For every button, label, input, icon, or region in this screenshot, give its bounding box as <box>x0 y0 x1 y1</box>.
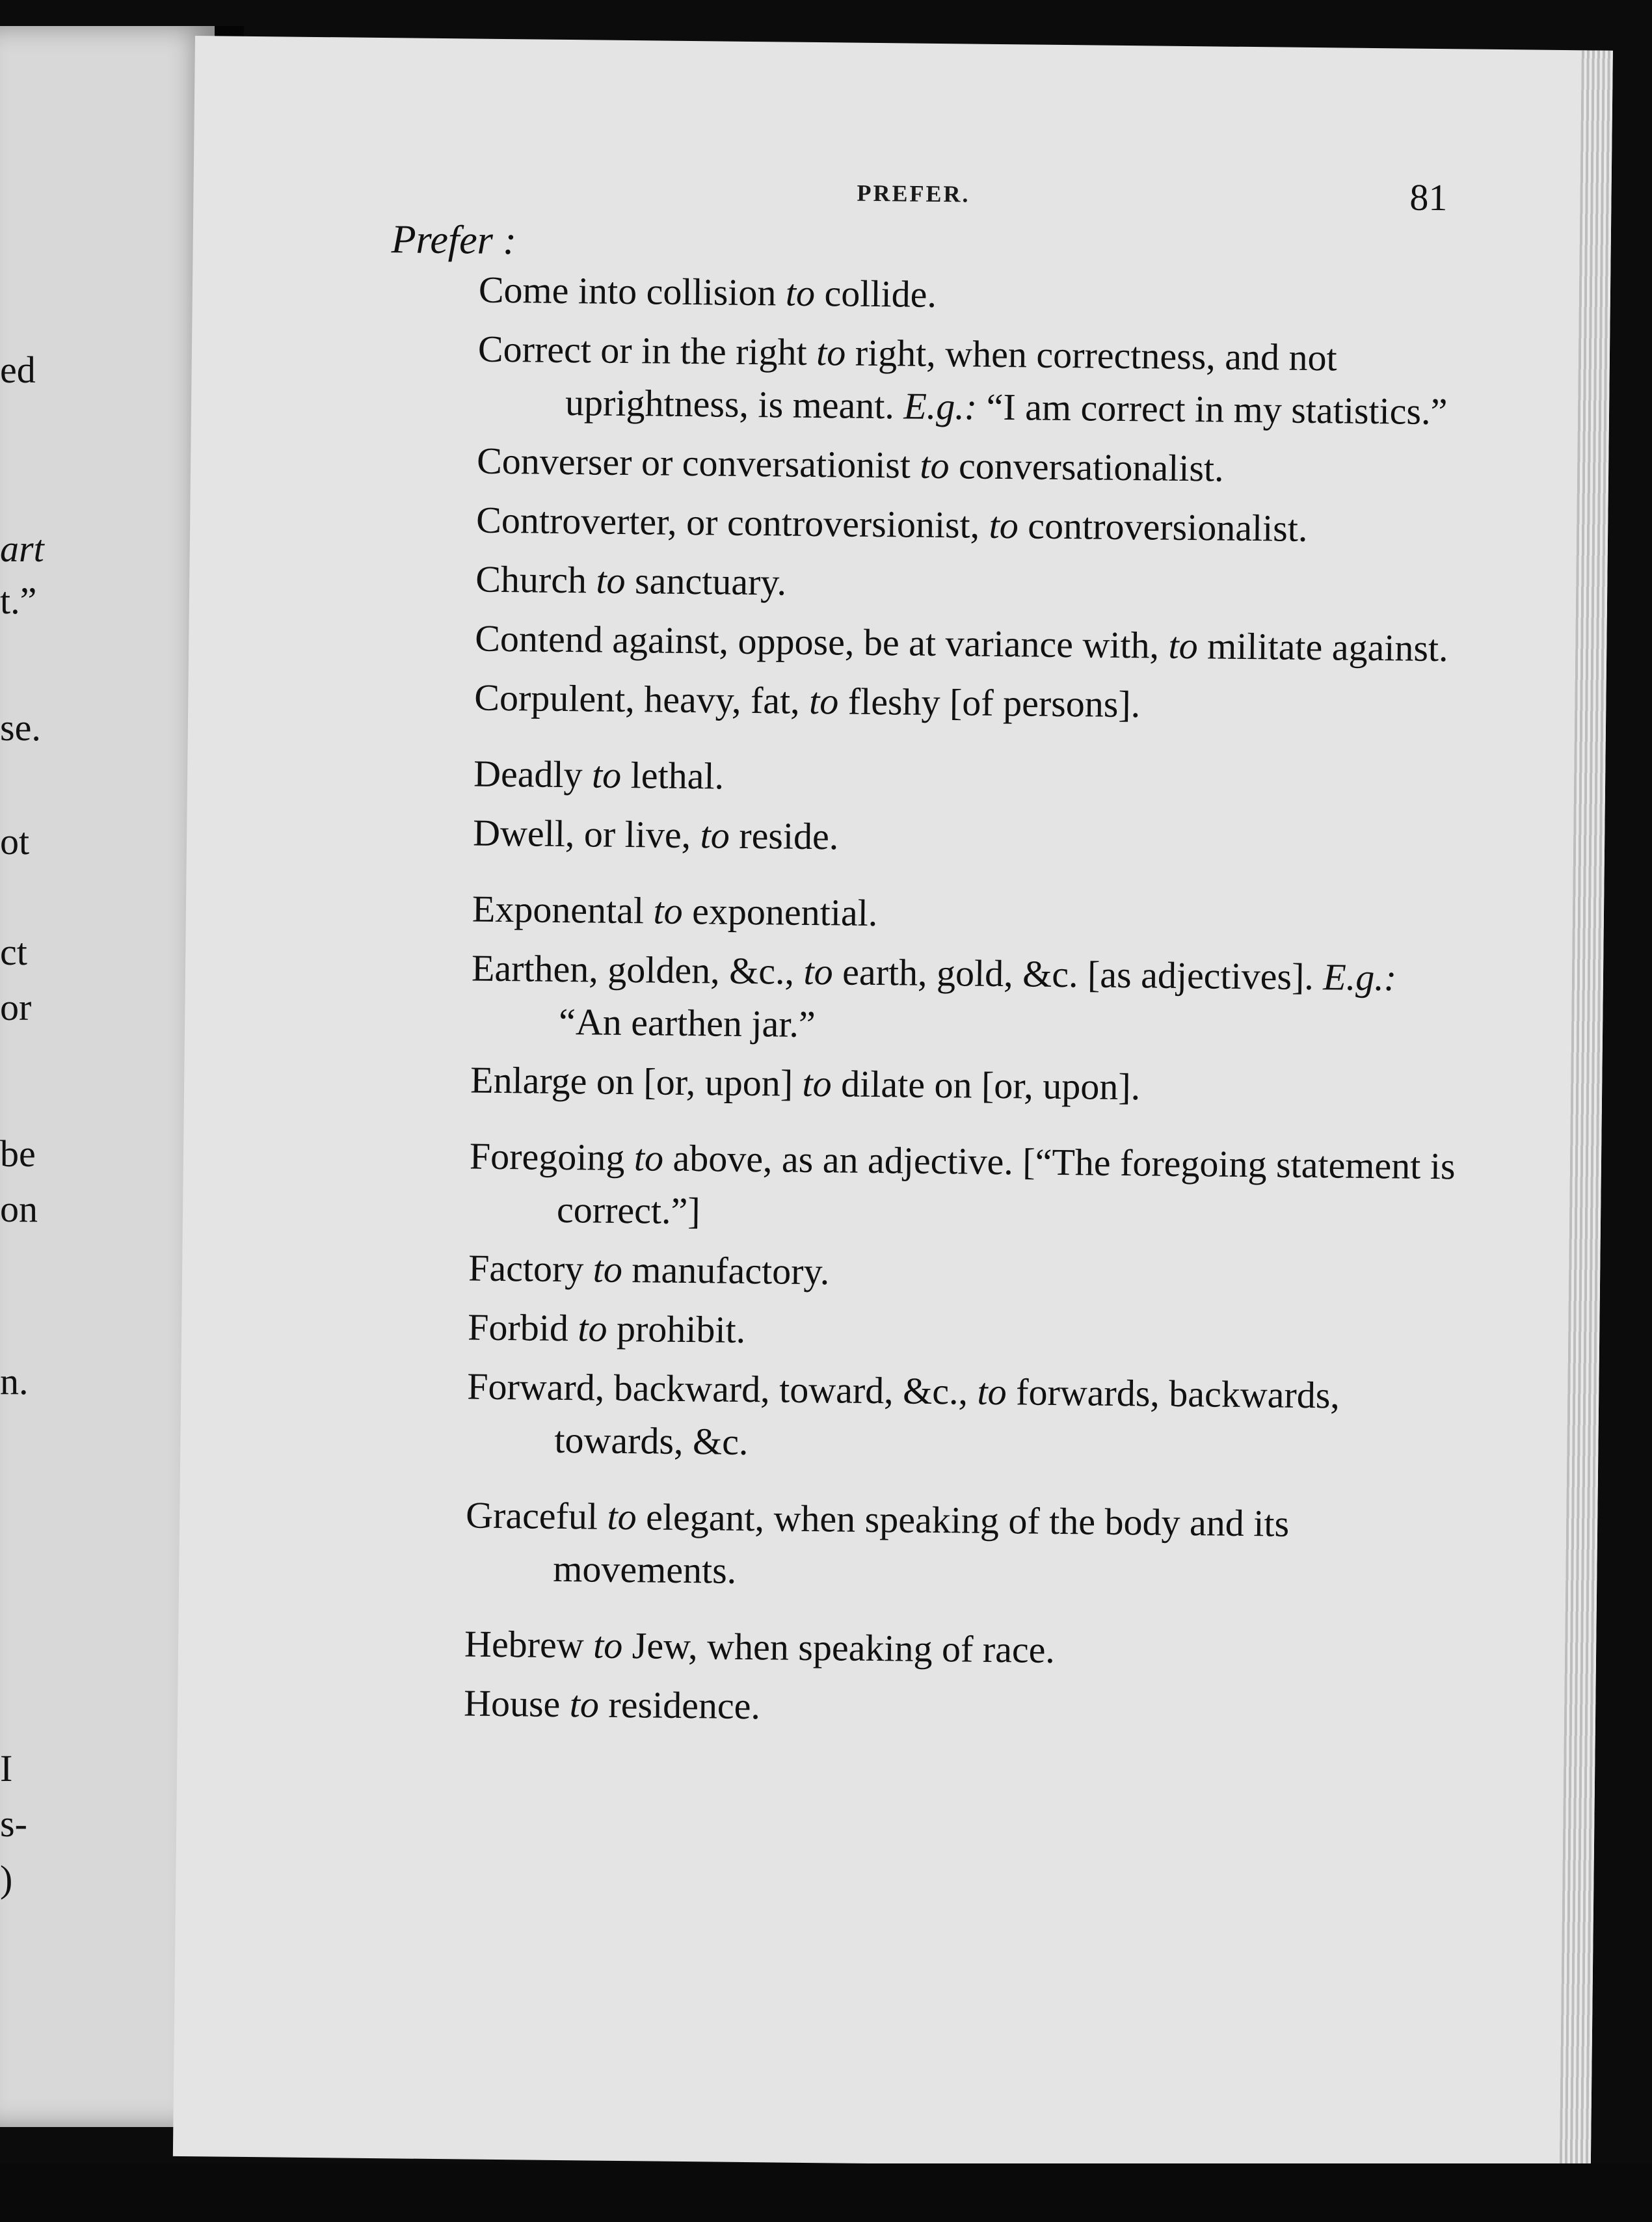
entry-italic-text: to <box>700 814 730 857</box>
entry-italic-text: to <box>816 331 846 374</box>
entry-text: Dwell, or live, <box>472 811 701 857</box>
entry-text: lethal. <box>620 753 725 797</box>
left-page-fragment: ) <box>0 1858 13 1900</box>
entry-italic-text: to <box>607 1495 637 1538</box>
entry-text: Factory <box>468 1246 594 1291</box>
entry-text: sanctuary. <box>625 559 787 604</box>
left-page-fragment: ct <box>0 931 27 973</box>
entry-text: dilate on [or, upon]. <box>831 1062 1141 1108</box>
entry-text: militate against. <box>1197 624 1448 670</box>
entry-italic-text: to <box>802 1062 833 1105</box>
entry-text: Deadly <box>473 752 593 796</box>
entry <box>472 883 1461 946</box>
right-page <box>173 36 1613 2171</box>
left-page-fragment: I <box>0 1747 13 1789</box>
entry <box>469 1130 1459 1246</box>
entry-italic-text: to <box>977 1370 1007 1413</box>
entry <box>464 1617 1454 1680</box>
page-number: 81 <box>1409 176 1448 219</box>
entry-text: Jew, when speaking of race. <box>622 1624 1056 1671</box>
entry-italic-text: to <box>633 1136 664 1179</box>
entry-italic-text: to <box>920 444 950 487</box>
entry-italic-text: to <box>596 559 626 602</box>
entry-italic-text: to <box>653 889 684 932</box>
entry-italic-text: to <box>808 679 839 723</box>
entry-text: “An earthen jar.” <box>558 1000 816 1046</box>
entry-text: Controverter, or controversionist, <box>475 498 990 546</box>
entry <box>471 942 1461 1058</box>
entry-text: manufactory. <box>622 1248 830 1293</box>
entry-text: above, as an adjective. [“The foregoing statement is correct.”] <box>556 1136 1456 1233</box>
entry-text: House <box>463 1681 570 1726</box>
scan-border <box>0 2163 1652 2222</box>
entry <box>475 612 1464 675</box>
entry-text: Foregoing <box>469 1134 635 1179</box>
entry-text: prohibit. <box>607 1307 746 1351</box>
entry <box>464 1676 1453 1739</box>
entry-text: reside. <box>729 814 839 858</box>
entry-italic-text: E.g.: <box>903 384 978 428</box>
entry-text: forwards, backwards, towards, &c. <box>554 1371 1340 1464</box>
entry <box>475 553 1465 616</box>
entry <box>473 747 1463 810</box>
entry <box>468 1242 1458 1305</box>
entry-text: Come into collision <box>478 268 786 314</box>
entry <box>477 323 1467 438</box>
entry-text: Correct or in the right <box>477 327 817 374</box>
entry-text: Contend against, oppose, be at variance with, <box>474 617 1169 667</box>
entry-italic-text: to <box>803 950 834 993</box>
entry-list <box>464 263 1468 1747</box>
left-page-fragment: s- <box>0 1802 27 1845</box>
entry-italic-text: to <box>989 503 1019 547</box>
entry-italic-text: to <box>785 271 816 315</box>
entry-text: Forbid <box>467 1305 578 1350</box>
entry-text: Enlarge on [or, upon] <box>470 1058 803 1104</box>
entry-text: fleshy [of persons]. <box>838 680 1141 726</box>
entry-italic-text: to <box>593 1624 623 1667</box>
entry-italic-text: to <box>578 1307 607 1350</box>
entry-italic-text: to <box>591 753 622 796</box>
section-title: Prefer : <box>391 217 517 263</box>
left-page-fragment: t.” <box>0 580 37 622</box>
left-page-fragment: ot <box>0 820 30 863</box>
entry-text: Forward, backward, toward, &c., <box>466 1365 978 1413</box>
entry-text: Corpulent, heavy, fat, <box>474 676 810 722</box>
entry-text: Graceful <box>465 1493 607 1538</box>
entry <box>473 807 1462 870</box>
left-page-fragment: or <box>0 986 32 1028</box>
entry <box>479 263 1468 327</box>
entry-text: Church <box>475 557 596 602</box>
entry-italic-text: to <box>593 1248 623 1291</box>
left-page-fragment: ed <box>0 349 36 391</box>
entry-text: Earthen, golden, &c., <box>471 946 804 993</box>
page-edge <box>1560 50 1613 2171</box>
entry-italic-text: to <box>569 1683 600 1726</box>
entry-text: conversationalist. <box>949 444 1224 490</box>
entry-text: elegant, when speaking of the body and its movements. <box>553 1495 1290 1592</box>
entry-text: Hebrew <box>464 1622 594 1666</box>
running-header: PREFER. <box>857 180 970 207</box>
entry-text: Exponental <box>472 887 654 932</box>
entry <box>470 1054 1459 1117</box>
entry-text: exponential. <box>682 889 878 935</box>
entry-text: earth, gold, &c. [as adjectives]. <box>833 950 1324 998</box>
entry <box>465 1488 1455 1604</box>
entry-italic-text: E.g.: <box>1323 956 1397 999</box>
entry-text: “I am correct in my statistics.” <box>976 385 1448 433</box>
entry <box>468 1301 1457 1364</box>
entry <box>474 671 1463 734</box>
entry <box>477 435 1466 498</box>
entry <box>466 1359 1456 1475</box>
entry-text: collide. <box>814 272 937 315</box>
left-page-fragment: on <box>0 1188 38 1230</box>
left-page-fragment: be <box>0 1132 36 1175</box>
left-page-fragment: se. <box>0 706 41 749</box>
entry-text: right, when correctness, and not uprightness, is meant. <box>565 331 1338 427</box>
left-page-fragment: art <box>0 528 44 570</box>
entry <box>476 494 1465 557</box>
entry-text: residence. <box>598 1683 761 1728</box>
entry-text: Converser or conversationist <box>476 439 920 487</box>
entry-italic-text: to <box>1168 624 1198 667</box>
left-page-fragment: n. <box>0 1360 29 1402</box>
entry-text: controversionalist. <box>1018 504 1308 550</box>
